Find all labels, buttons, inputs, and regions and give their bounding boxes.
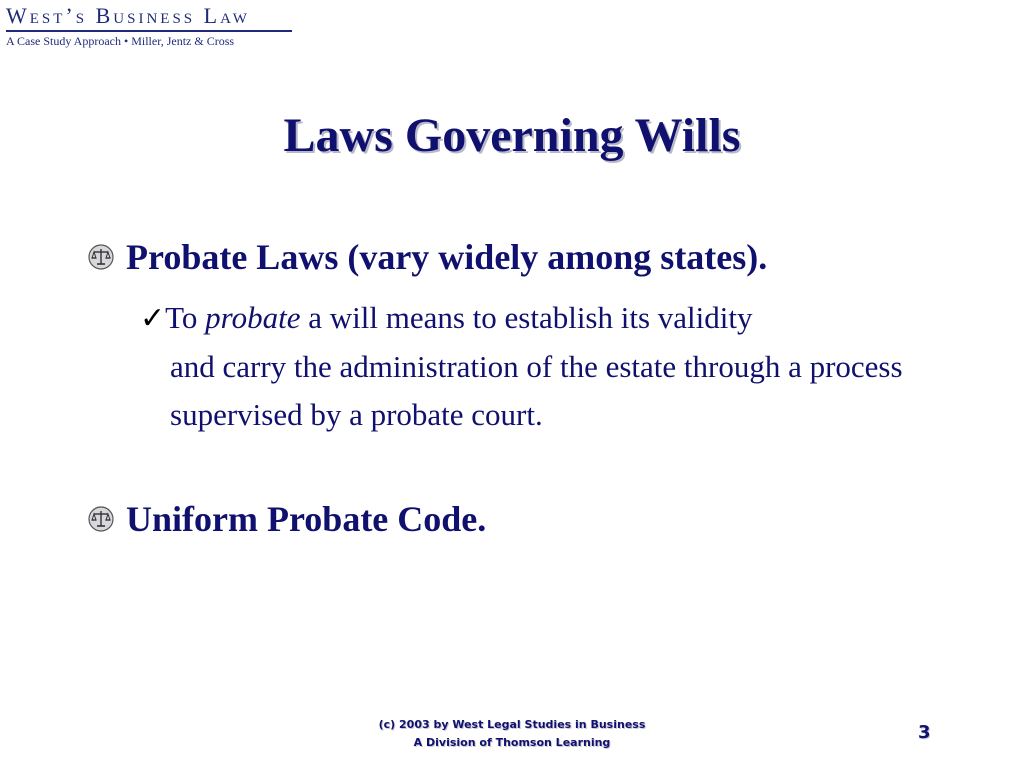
bullet-text: Probate Laws (vary widely among states). bbox=[126, 237, 768, 277]
sub-bullet-emphasis: probate bbox=[205, 300, 301, 335]
sub-bullet-text-line1: a will means to establish its validity bbox=[300, 300, 753, 335]
footer-copyright bbox=[0, 716, 1024, 752]
sub-bullet-prefix: To bbox=[165, 300, 206, 335]
scales-of-justice-icon bbox=[88, 506, 114, 532]
brand-divider bbox=[6, 30, 292, 32]
page-number: 3 bbox=[918, 722, 931, 743]
footer-line-2: A Division of Thomson Learning bbox=[413, 736, 611, 749]
brand-title: West’s Business Law bbox=[6, 3, 250, 28]
sub-bullet-text: and carry the administration of the estate through a process supervised by a probate court. bbox=[170, 349, 903, 432]
sub-bullet bbox=[140, 294, 940, 439]
bullet-item bbox=[88, 498, 486, 540]
footer-line-1: (c) 2003 by West Legal Studies in Business bbox=[378, 718, 646, 731]
checkmark-icon: ✓ bbox=[140, 302, 166, 335]
brand-subtitle: A Case Study Approach • Miller, Jentz & Cross bbox=[6, 34, 235, 48]
brand-logo bbox=[6, 3, 292, 48]
bullet-text: Uniform Probate Code. bbox=[126, 499, 487, 539]
slide-title: Laws Governing Wills bbox=[283, 109, 741, 162]
scales-of-justice-icon bbox=[88, 244, 114, 270]
bullet-item bbox=[88, 236, 767, 278]
